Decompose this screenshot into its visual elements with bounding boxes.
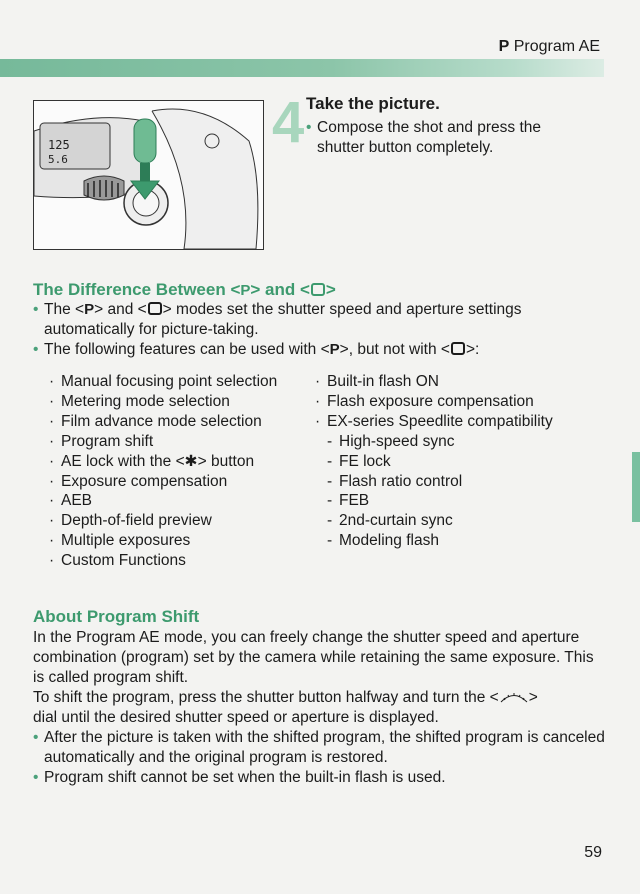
mode-name: Program AE (513, 38, 600, 55)
list-item: · Exposure compensation (49, 472, 228, 490)
list-item: · Built-in flash ON (315, 373, 439, 390)
list-item: · EX-series Speedlite compatibility (315, 412, 553, 430)
program-shift-body (33, 628, 605, 788)
section-title-difference (33, 280, 336, 300)
list-item: - Modeling flash (327, 532, 439, 550)
list-item: · Manual focusing point selection (49, 373, 278, 390)
camera-illustration (33, 100, 264, 250)
list-item: - FEB (327, 492, 370, 510)
p-symbol: P (84, 301, 95, 318)
list-item: · AE lock with the <✱> button (49, 452, 255, 470)
features-right-list (315, 372, 553, 551)
list-item: · Film advance mode selection (49, 412, 262, 430)
list-item: · AEB (49, 492, 93, 510)
b2-text-2: >, but not with < (339, 341, 450, 358)
list-item: - Flash ratio control (327, 472, 463, 490)
list-item: · Custom Functions (49, 552, 186, 570)
list-item: · Multiple exposures (49, 532, 191, 550)
list-item: - 2nd-curtain sync (327, 512, 453, 530)
camera-shutter-illustration-icon (34, 101, 263, 249)
title-text-1: The Difference Between < (33, 280, 241, 299)
p2-text-2: > (528, 689, 538, 706)
difference-bullet-1 (33, 300, 608, 340)
page-header-title (499, 38, 600, 56)
b2-text-1: The following features can be used with < (44, 341, 330, 358)
program-shift-p3: dial until the desired shutter speed or aperture is displayed. (33, 709, 439, 726)
list-item: - FE lock (327, 452, 391, 470)
page-number: 59 (584, 844, 602, 861)
step-title: Take the picture. (306, 94, 440, 113)
step-text (306, 118, 576, 158)
mode-letter: P (498, 38, 510, 55)
list-item: - High-speed sync (327, 432, 455, 450)
section-title-program-shift: About Program Shift (33, 607, 200, 626)
p-symbol: P (240, 282, 251, 299)
program-shift-p2 (33, 688, 605, 708)
difference-bullets (33, 300, 608, 360)
header-color-band (0, 59, 604, 77)
full-auto-square-icon (148, 302, 162, 315)
b1-text-2: > and < (94, 301, 147, 318)
step-instruction: • Compose the shot and press the shutter button completely. (306, 118, 576, 158)
program-shift-p1: In the Program AE mode, you can freely change the shutter speed and aperture combination (program) set by the camera while retaining the same exposure. This is called program shift. (33, 629, 594, 686)
b1-text-1: The < (44, 301, 85, 318)
main-dial-icon (499, 691, 529, 703)
title-text-2: > and < (250, 280, 310, 299)
svg-text:5.6: 5.6 (48, 153, 68, 166)
edge-tab-marker (632, 452, 640, 522)
svg-text:125: 125 (48, 138, 70, 152)
full-auto-square-icon (311, 283, 325, 296)
program-shift-bullet-2: • Program shift cannot be set when the built-in flash is used. (33, 768, 605, 788)
full-auto-square-icon (451, 342, 465, 355)
list-item: · Program shift (49, 432, 154, 450)
list-item: · Depth-of-field preview (49, 512, 212, 530)
b1-text-3: > modes set the shutter speed and aperture settings automatically for picture-taking. (44, 301, 522, 338)
features-left-list (49, 372, 277, 571)
list-item: · Flash exposure compensation (315, 392, 534, 410)
program-shift-bullet-1: • After the picture is taken with the shifted program, the shifted program is canceled automatically and the original program is restored. (33, 728, 605, 768)
step-number: 4 (272, 90, 305, 155)
p-symbol: P (329, 341, 340, 358)
p2-text-1: To shift the program, press the shutter button halfway and turn the < (33, 689, 499, 706)
title-text-3: > (325, 280, 336, 299)
b2-text-3: >: (465, 341, 480, 358)
list-item: · Metering mode selection (49, 392, 230, 410)
difference-bullet-2 (33, 340, 608, 360)
